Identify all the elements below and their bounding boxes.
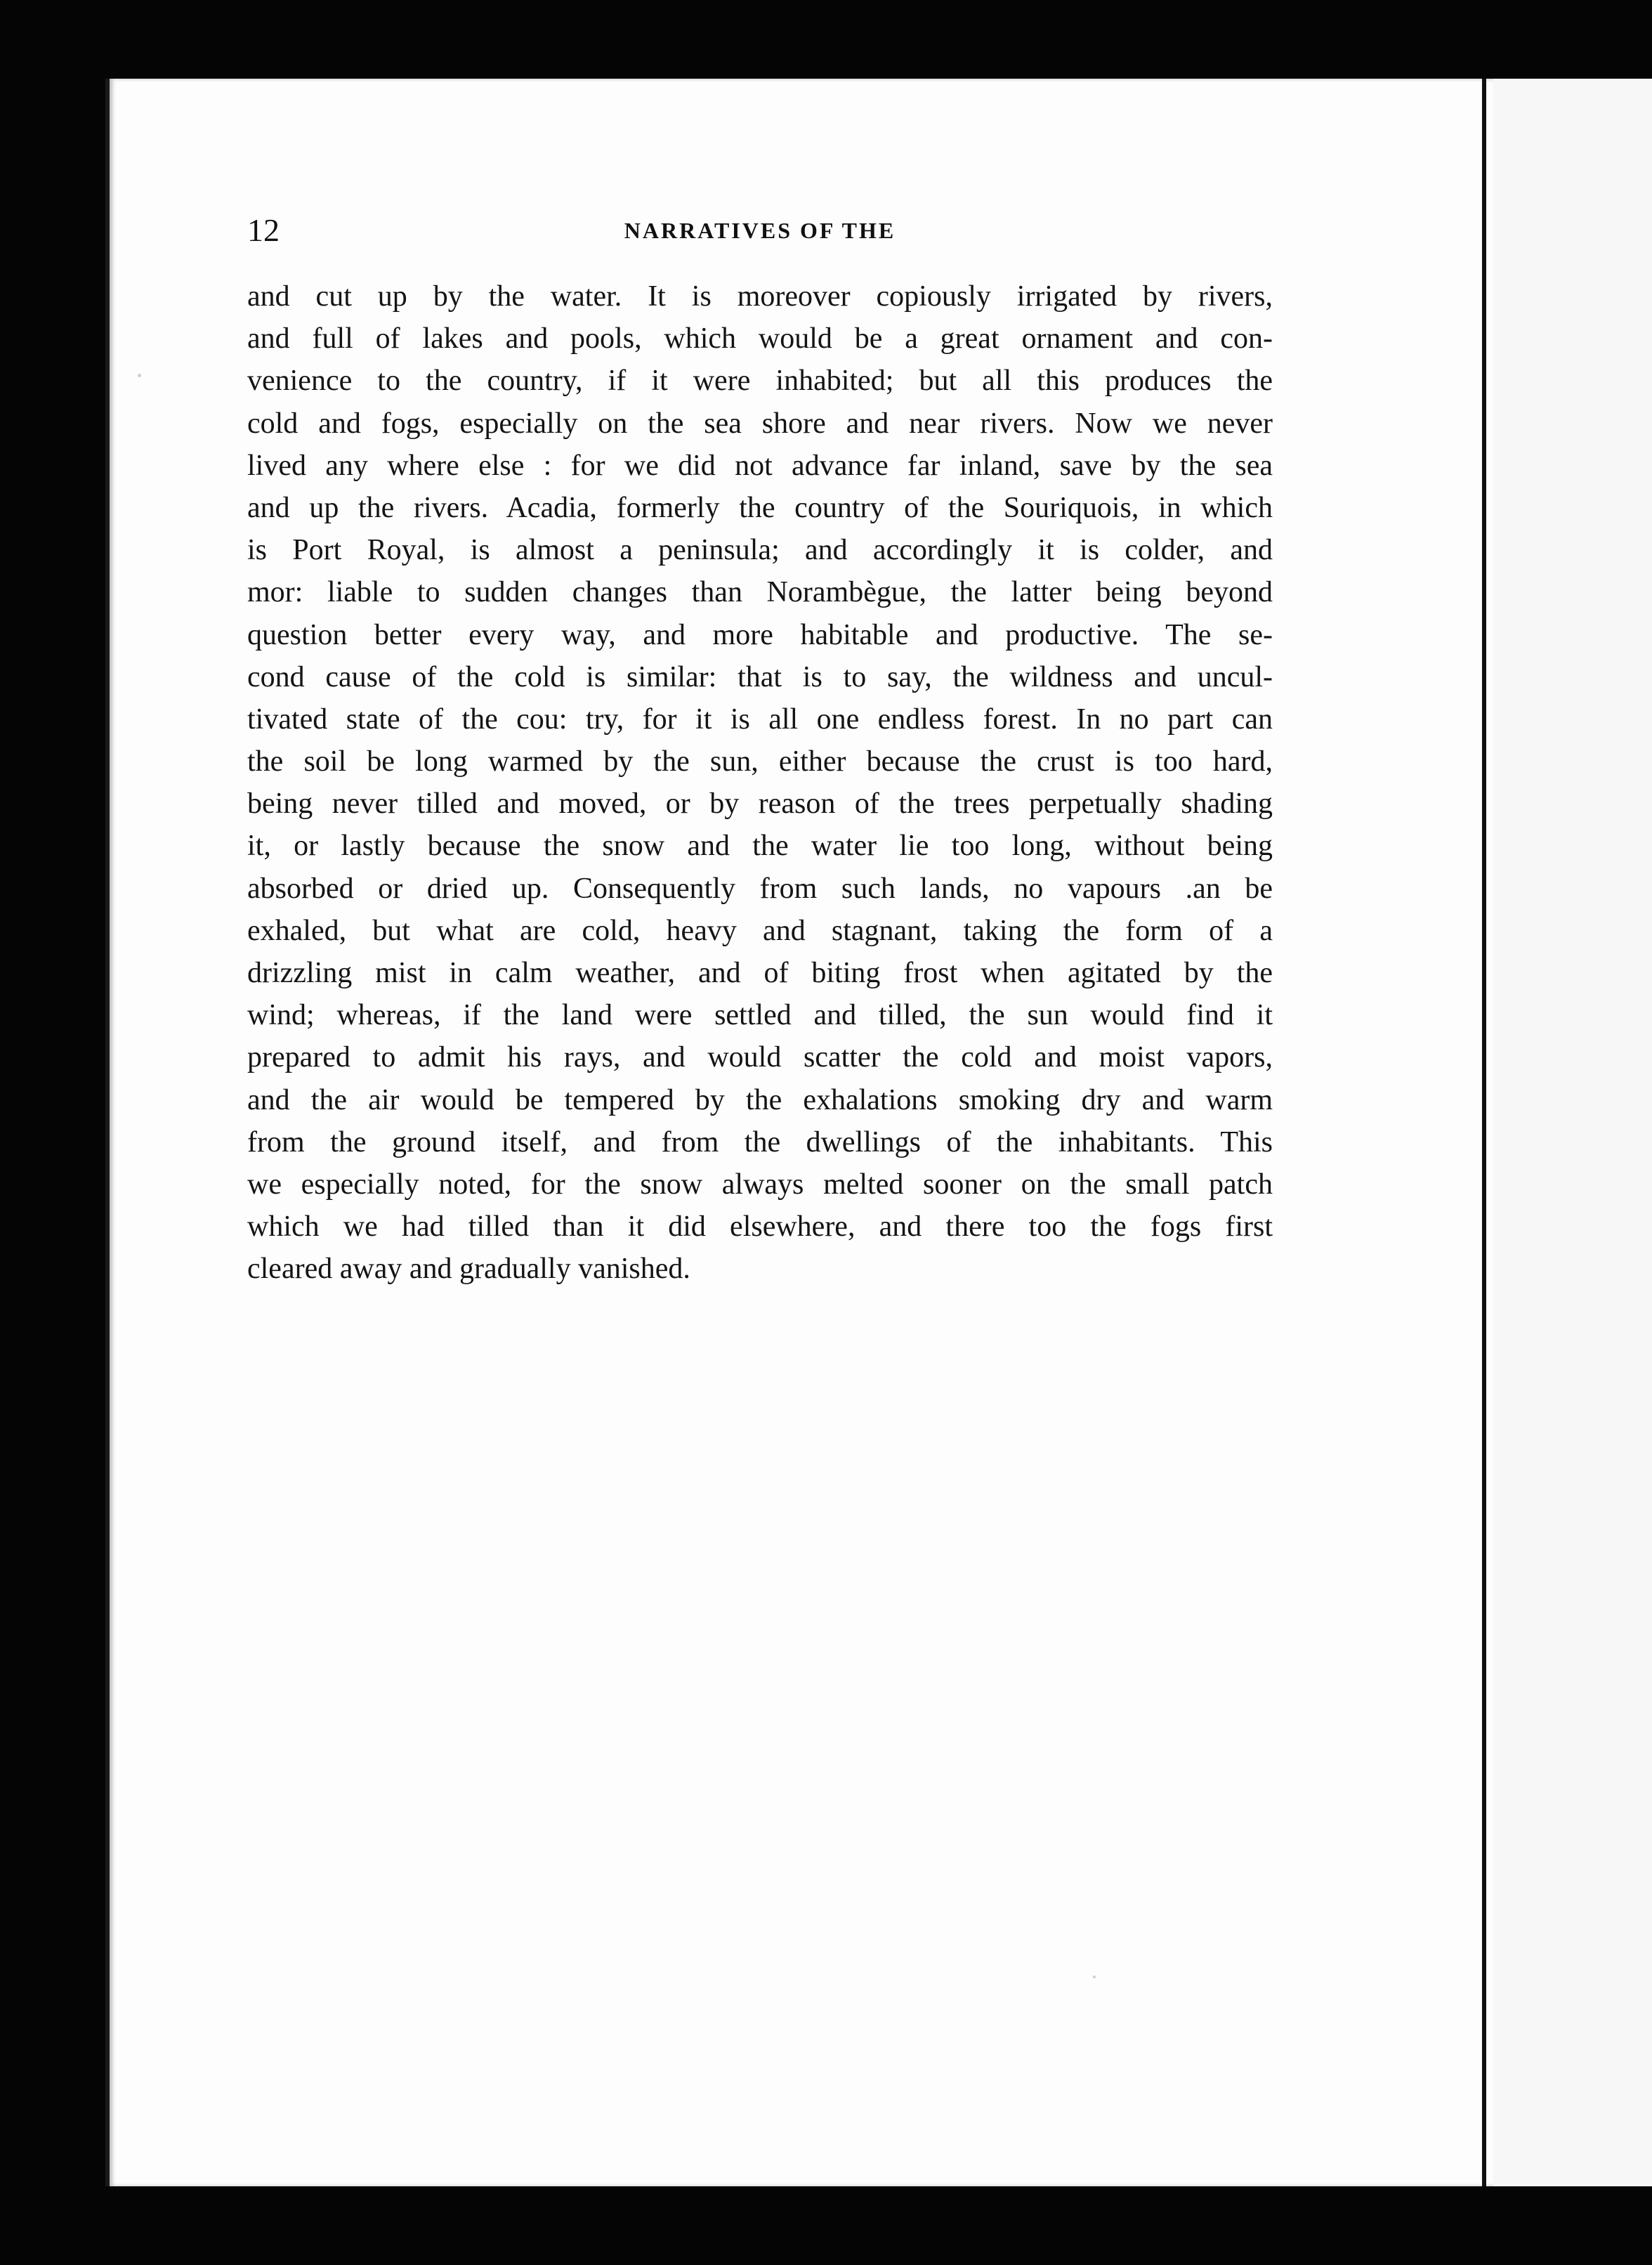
- text-line: drizzling mist in calm weather, and of biting frost when agitated by the: [247, 957, 1273, 989]
- text-line: cond cause of the cold is similar: that is to say, the wildness and uncul-: [247, 660, 1273, 693]
- text-line: and the air would be tempered by the exhalations smoking dry and warm: [247, 1083, 1273, 1116]
- text-line: lived any where else : for we did not advance far inland, save by the sea: [247, 449, 1273, 482]
- paper-speck: [138, 374, 141, 377]
- text-line: and cut up by the water. It is moreover copiously irrigated by rivers,: [247, 280, 1273, 313]
- text-line: venience to the country, if it were inhabited; but all this produces the: [247, 365, 1273, 398]
- text-line: and up the rivers. Acadia, formerly the country of the Souriquois, in which: [247, 491, 1273, 524]
- page-number: 12: [247, 212, 280, 248]
- text-line: it, or lastly because the snow and the water lie too long, without being: [247, 830, 1273, 863]
- text-line: is Port Royal, is almost a peninsula; and accordingly it is colder, and: [247, 534, 1273, 567]
- text-line: the soil be long warmed by the sun, either because the crust is too hard,: [247, 745, 1273, 778]
- text-line: prepared to admit his rays, and would scatter the cold and moist vapors,: [247, 1041, 1273, 1074]
- text-line: we especially noted, for the snow always melted sooner on the small patch: [247, 1168, 1273, 1201]
- page-gutter-shadow: [1482, 79, 1486, 2186]
- text-line-last: cleared away and gradually vanished.: [247, 1253, 690, 1286]
- text-line: and full of lakes and pools, which would be a great ornament and con-: [247, 322, 1273, 355]
- text-line: mor: liable to sudden changes than Norambègue, the latter being beyond: [247, 576, 1273, 609]
- text-line: which we had tilled than it did elsewhere, and there too the fogs first: [247, 1210, 1273, 1244]
- text-line: cold and fogs, especially on the sea shore and near rivers. Now we never: [247, 407, 1273, 440]
- text-line: absorbed or dried up. Consequently from such lands, no vapours .an be: [247, 872, 1273, 905]
- adjacent-page-edge: [1490, 79, 1652, 2186]
- text-line: tivated state of the cou: try, for it is all one endless forest. In no part can: [247, 703, 1273, 736]
- text-line: from the ground itself, and from the dwellings of the inhabitants. This: [247, 1125, 1273, 1158]
- text-line: wind; whereas, if the land were settled and tilled, the sun would find it: [247, 999, 1273, 1032]
- page-header: [247, 208, 1273, 253]
- paper-speck: [1093, 1976, 1096, 1978]
- text-line: question better every way, and more habitable and productive. The se-: [247, 618, 1273, 651]
- body-text: [247, 275, 1273, 1291]
- running-head: NARRATIVES OF THE: [624, 218, 896, 243]
- text-line: exhaled, but what are cold, heavy and stagnant, taking the form of a: [247, 914, 1273, 947]
- text-line: being never tilled and moved, or by reason of the trees perpetually shading: [247, 788, 1273, 821]
